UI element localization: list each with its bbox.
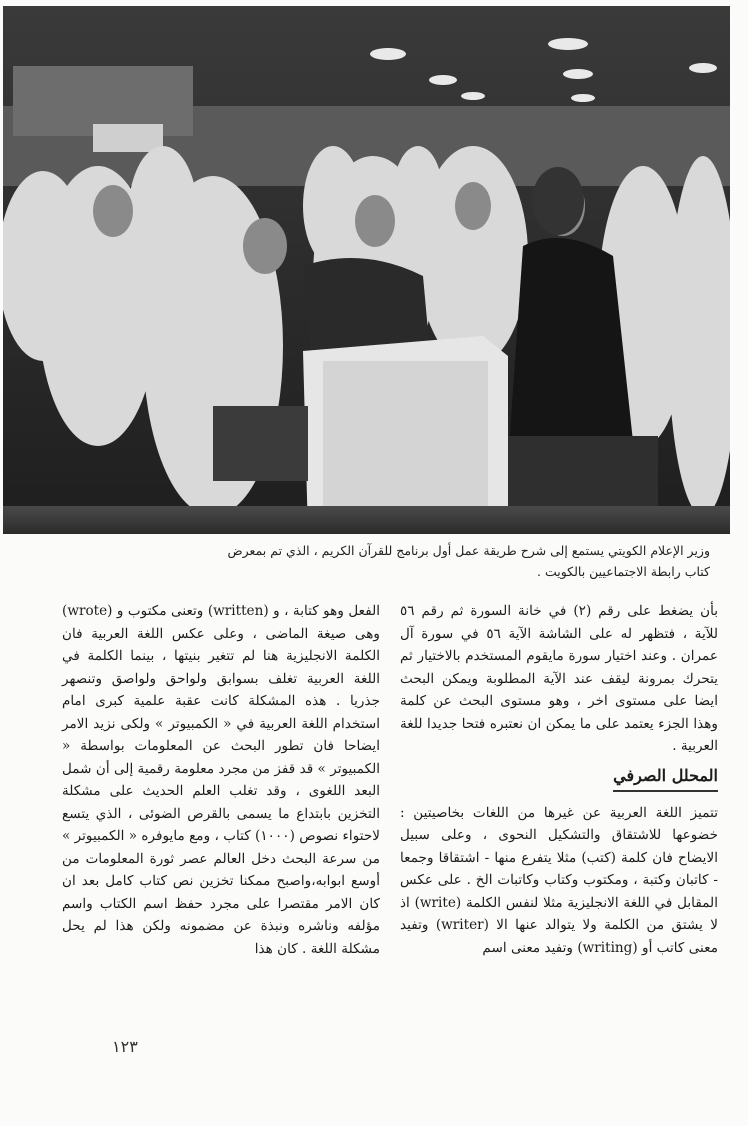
- news-photo: [3, 6, 730, 534]
- left-column: [62, 600, 380, 960]
- right-column: [400, 600, 718, 959]
- photo-caption: [150, 540, 710, 582]
- photo-icon: [3, 6, 730, 534]
- right-paragraph-1: بأن يضغط على رقم (٢) في خانة السورة ثم رقم ٥٦ للآية ، فتظهر له على الشاشة الآية ٥٦ في سورة آل عمران . وعند اختيار سورة مايقوم المستخدم بالاختيار ثم يتحرك بمرونة ليقف عند الآية المطلوبة ويمكن البحث ايضا على مستوى اخر ، وهو مستوى البحث عن كلمة وهذا الجزء يعتمد على ما يمكن ان نعتبره فتحا جديدا للغة العربية .: [400, 603, 718, 754]
- caption-line-2: كتاب رابطة الاجتماعيين بالكويت .: [537, 564, 710, 579]
- caption-line-1: وزير الإعلام الكويتي يستمع إلى شرح طريقة عمل أول برنامج للقرآن الكريم ، الذي تم بمعرض: [227, 543, 710, 558]
- right-paragraph-2: تتميز اللغة العربية عن غيرها من اللغات بخاصيتين : خضوعها للاشتقاق والتشكيل النحوى ، وعلى سبيل الايضاح فان كلمة (كتب) مثلا يتفرع منها - اشتقاقا وجمعا - كاتبان وكتبة ، ومكتوب وكتاب وكاتبات الخ . على عكس المقابل في اللغة الانجليزية مثلا لنفس الكلمة (write) اذ لا يشتق من الكلمة ولا يتوالد عنها الا (writer) وتفيد معنى كاتب أو (writing) وتفيد معنى اسم: [400, 804, 718, 956]
- page-number: ١٢٣: [112, 1037, 138, 1056]
- section-heading: المحلل الصرفي: [613, 764, 718, 792]
- left-paragraph-1: الفعل وهو كتابة ، و (written) وتعنى مكتوب و (wrote) وهى صيغة الماضى ، وعلى عكس اللغة العربية فان الكلمة الانجليزية هنا لم تتغير بنيتها ، بينما الكلمة في اللغة العربية تغلف بسوابق ولواحق ولواصق وتنصهر جذريا . هذه المشكلة كانت عقبة علمية كبرى امام استخدام اللغة العربية في « الكمبيوتر » ولكى نزيد الامر ايضاحا فان تطور البحث عن المعلومات بواسطة « الكمبيوتر » قد قفز من مجرد معلومة رقمية إلى أن شمل البعد اللغوى ، وقد تغلب العلم الحديث على مشكلة التخزين بابتداع ما يسمى بالقرص الضوئى ، الذي يتسع لاحتواء نصوص (١٠٠٠) كتاب ، ومع مايوفره « الكمبيوتر » من سرعة البحث دخل العالم عصر ثورة المعلومات من أوسع ابوابه،واصبح ممكنا تخزين نص كتاب كامل بعد ان كان الامر مقتصرا على مجرد حفظ اسم الكتاب واسم مؤلفه وناشره ونبذة عن مضمونه ولكن هذا لم يحل مشكلة اللغة . كان هذا: [62, 603, 380, 957]
